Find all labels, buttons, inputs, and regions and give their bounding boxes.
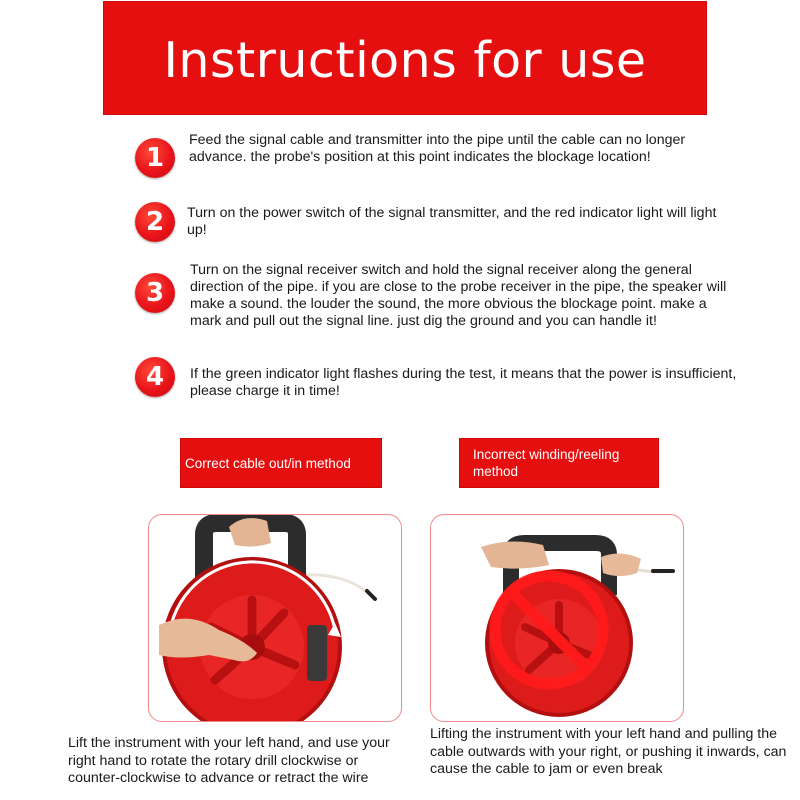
incorrect-method-label-text: Incorrect winding/reeling method — [473, 447, 620, 479]
step-number-badge: 4 — [135, 357, 175, 397]
step-number-badge: 3 — [135, 273, 175, 313]
correct-method-photo — [148, 514, 402, 722]
step-text: Turn on the power switch of the signal transmitter, and the red indicator light will light up! — [187, 205, 717, 238]
step-number-badge: 1 — [135, 138, 175, 178]
cable-reel-illustration — [149, 515, 401, 721]
cable-reel-illustration — [431, 515, 683, 721]
correct-method-label-text: Correct cable out/in method — [185, 456, 351, 471]
title-banner — [104, 2, 706, 114]
step-text: Turn on the signal receiver switch and hold the signal receiver along the general direction of the pipe. if you are close to the probe receiver in the pipe, the speaker will make a sound. the louder the sound, the more obvious the blockage point. make a mark and pull out the signal line. just dig the ground and you can handle it! — [190, 262, 727, 329]
incorrect-method-caption: Lifting the instrument with your left hand and pulling the cable outwards with your right, or pushing it inwards, can cause the cable to jam or even break — [430, 726, 787, 777]
incorrect-method-label — [460, 439, 658, 487]
step-number-badge: 2 — [135, 202, 175, 242]
page-title: Instructions for use — [163, 32, 647, 89]
step-text: Feed the signal cable and transmitter into the pipe until the cable can no longer advance. the probe's position at this point indicates the blockage location! — [189, 132, 686, 165]
incorrect-method-photo — [430, 514, 684, 722]
correct-method-caption: Lift the instrument with your left hand, and use your right hand to rotate the rotary drill clockwise or counter-clockwise to advance or retract the wire — [68, 735, 390, 786]
correct-method-label — [181, 439, 381, 487]
step-text: If the green indicator light flashes during the test, it means that the power is insufficient, please charge it in time! — [190, 366, 737, 399]
